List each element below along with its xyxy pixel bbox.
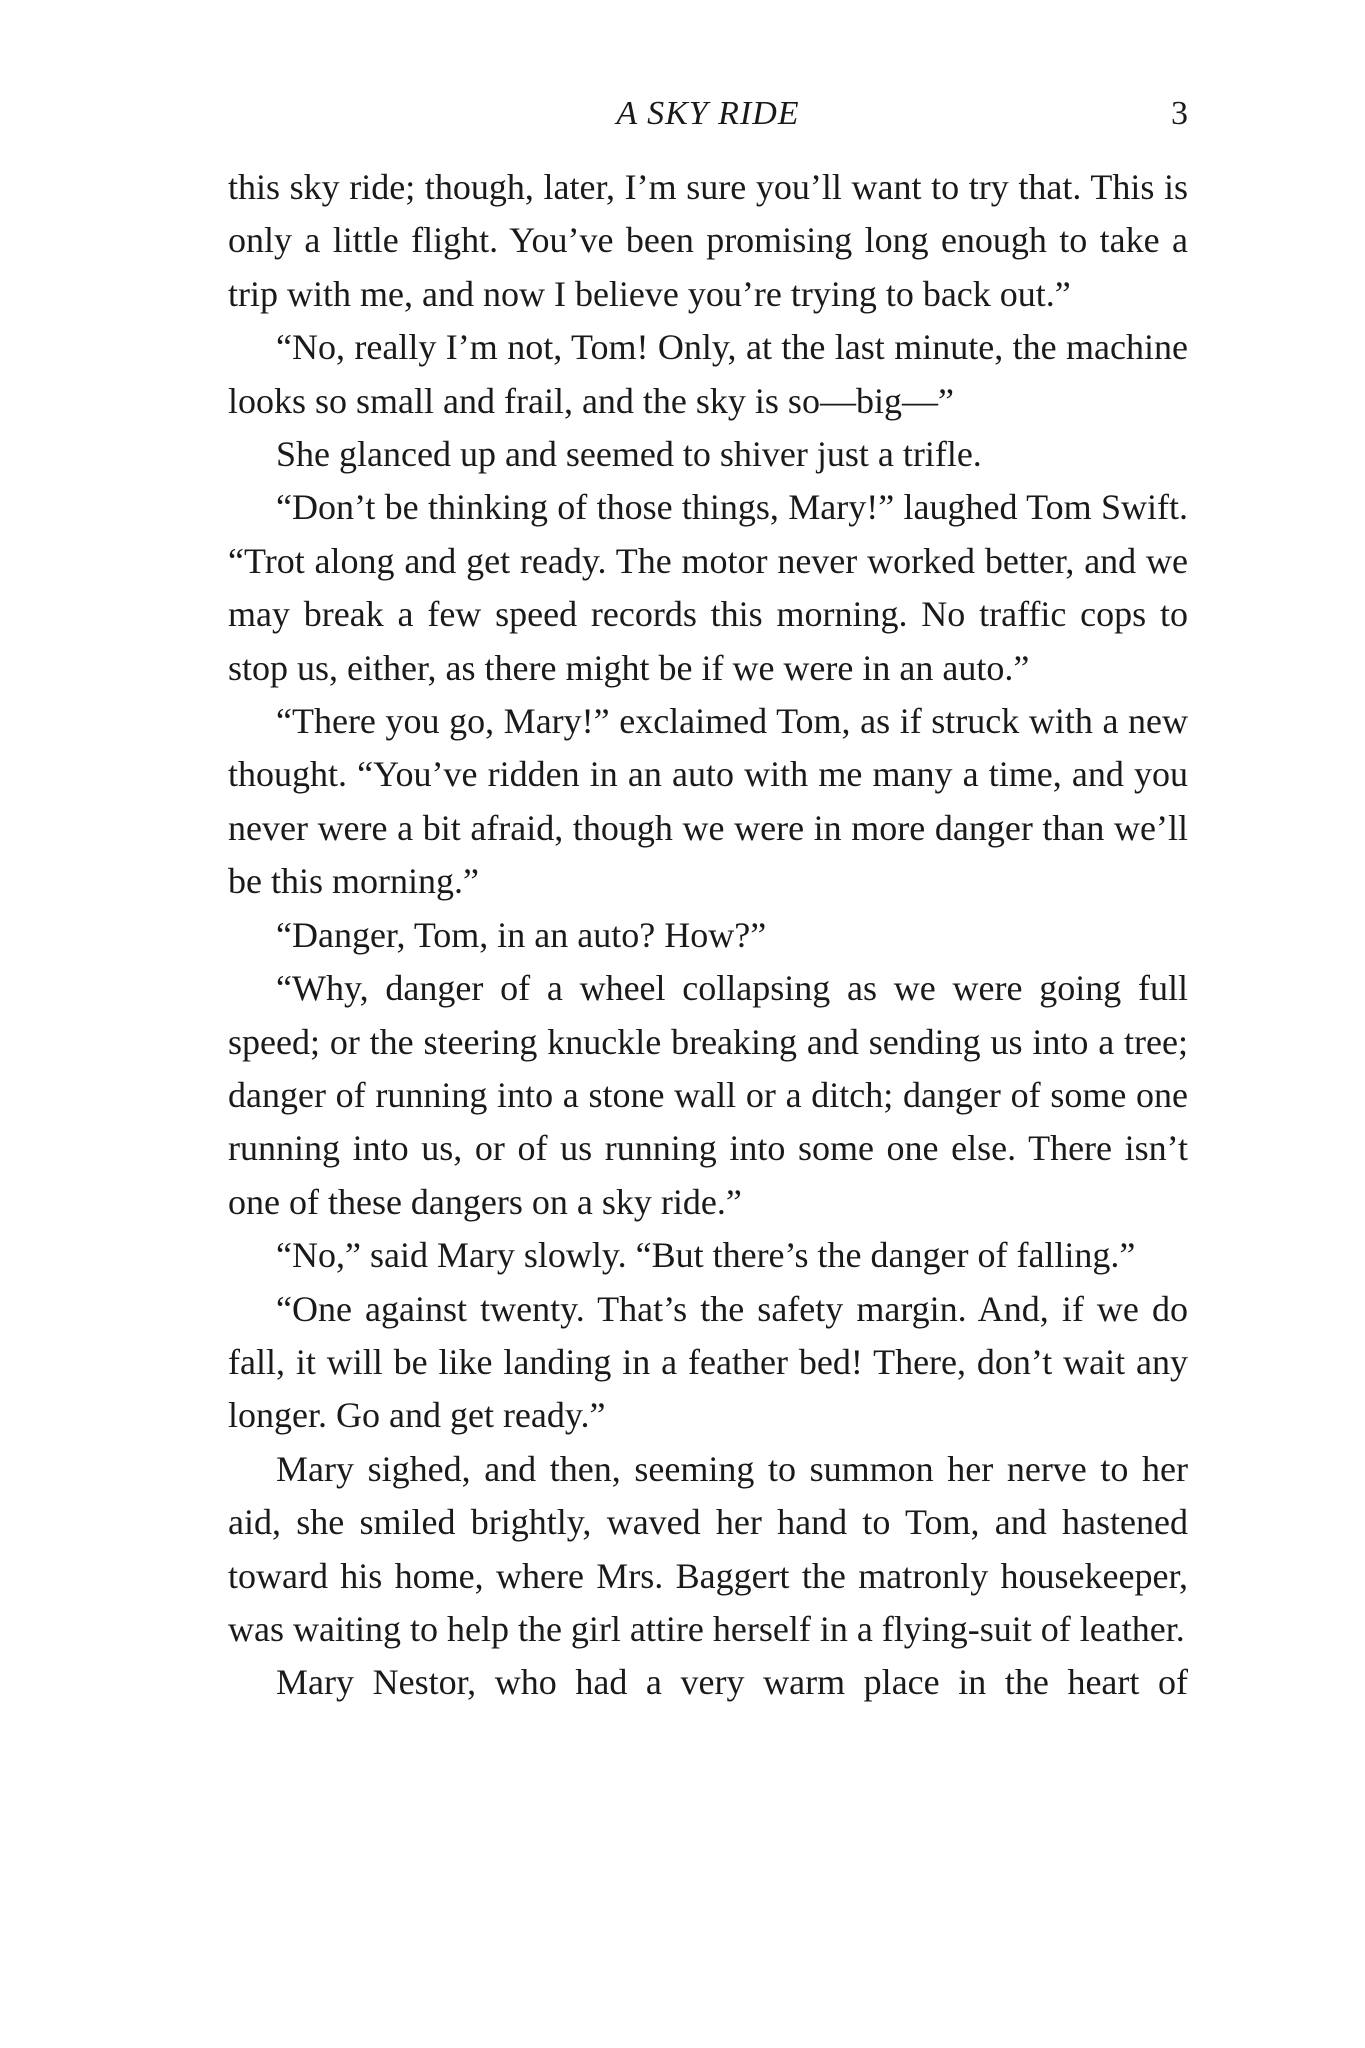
paragraph: “Why, danger of a wheel collapsing as we were going full speed; or the steering knuckle breaking and sending us into a tree; danger of running into a stone wall or a ditch; danger of some one running into us, or of us running into some one else. There isn’t one of these dangers on a sky ride.” <box>228 968 1188 1222</box>
paragraph: “One against twenty. That’s the safety margin. And, if we do fall, it will be like landing in a feather bed! There, don’t wait any longer. Go and get ready.” <box>228 1288 1188 1436</box>
paragraph: “Danger, Tom, in an auto? How?” <box>276 914 767 955</box>
page-number: 3 <box>1171 95 1188 132</box>
paragraph: “No,” said Mary slowly. “But there’s the danger of falling.” <box>276 1235 1136 1276</box>
paragraph: Mary Nestor, who had a very warm place in the heart of <box>276 1662 1188 1703</box>
running-head <box>228 95 1188 137</box>
paragraph: Mary sighed, and then, seeming to summon her nerve to her aid, she smiled brightly, waved her hand to Tom, and hastened toward his home, where Mrs. Baggert the matronly housekeeper, was waiting to help the girl attire herself in a flying-suit of leather. <box>228 1448 1188 1649</box>
book-page <box>228 95 1188 1710</box>
paragraph: “There you go, Mary!” exclaimed Tom, as if struck with a new thought. “You’ve ridden in an auto with me many a time, and you never were a bit afraid, though we were in more danger than we’ll be this morning.” <box>228 701 1188 902</box>
paragraph: this sky ride; though, later, I’m sure you’ll want to try that. This is only a little flight. You’ve been promising long enough to take a trip with me, and now I believe you’re trying to back out.” <box>228 167 1188 314</box>
running-title: A SKY RIDE <box>616 95 800 132</box>
paragraph: “No, really I’m not, Tom! Only, at the last minute, the machine looks so small and frail, and the sky is so—big—” <box>228 327 1188 421</box>
body-text <box>228 161 1188 1710</box>
paragraph: “Don’t be thinking of those things, Mary!” laughed Tom Swift. “Trot along and get ready. The motor never worked better, and we may break a few speed records this morning. No traffic cops to stop us, either, as there might be if we were in an auto.” <box>228 487 1188 688</box>
paragraph: She glanced up and seemed to shiver just a trifle. <box>276 434 982 475</box>
